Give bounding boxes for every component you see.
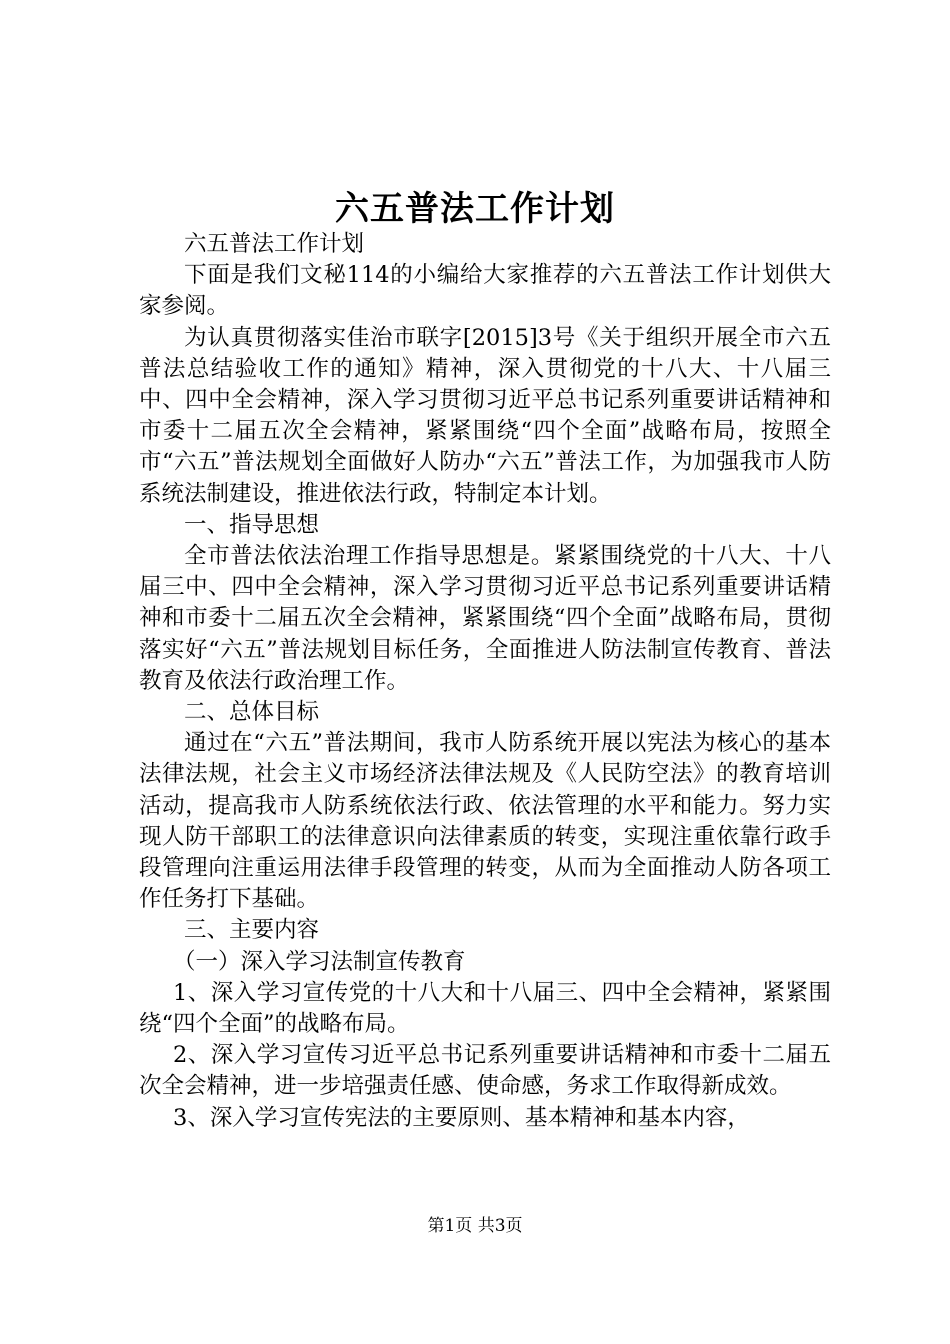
subsection-heading: （一）深入学习法制宣传教育: [173, 948, 466, 975]
document-title: 六五普法工作计划: [335, 189, 615, 229]
paragraph: 全市普法依法治理工作指导思想是。紧紧围绕党的十八大、十八届三中、四中全会精神，深入学习贯彻习近平总书记系列重要讲话精神和市委十二届五次全会精神，紧紧围绕“四个全面”战略布局，贯彻落实好“六五”普法规划目标任务，全面推进人防法制宣传教育、普法教育及依法行政治理工作。: [139, 543, 831, 694]
page-footer: 第1页 共3页: [427, 1216, 523, 1236]
paragraph: 为认真贯彻落实佳治市联字[2015]3号《关于组织开展全市六五普法总结验收工作的通知》精神，深入贯彻党的十八大、十八届三中、四中全会精神，深入学习贯彻习近平总书记系列重要讲话精神和市委十二届五次全会精神，紧紧围绕“四个全面”战略布局，按照全市“六五”普法规划全面做好人防办“六五”普法工作，为加强我市人防系统法制建设，推进依法行政，特制定本计划。: [139, 324, 831, 507]
list-item: 1、深入学习宣传党的十八大和十八届三、四中全会精神，紧紧围绕“四个全面”的战略布局。: [139, 979, 831, 1038]
section-heading: 一、指导思想: [184, 511, 320, 538]
paragraph: 通过在“六五”普法期间，我市人防系统开展以宪法为核心的基本法律法规，社会主义市场经济法律法规及《人民防空法》的教育培训活动，提高我市人防系统依法行政、依法管理的水平和能力。努力实现人防干部职工的法律意识向法律素质的转变，实现注重依靠行政手段管理向注重运用法律手段管理的转变，从而为全面推动人防各项工作任务打下基础。: [139, 730, 831, 913]
section-heading: 二、总体目标: [184, 699, 320, 726]
document-body: [139, 229, 831, 1134]
paragraph: 下面是我们文秘114的小编给大家推荐的六五普法工作计划供大家参阅。: [139, 262, 831, 320]
paragraph: 六五普法工作计划: [184, 231, 365, 257]
list-item: 2、深入学习宣传习近平总书记系列重要讲话精神和市委十二届五次全会精神，进一步培强责任感、使命感，务求工作取得新成效。: [139, 1042, 831, 1100]
list-item: 3、深入学习宣传宪法的主要原则、基本精神和基本内容，: [173, 1104, 750, 1131]
section-heading: 三、主要内容: [184, 917, 320, 944]
